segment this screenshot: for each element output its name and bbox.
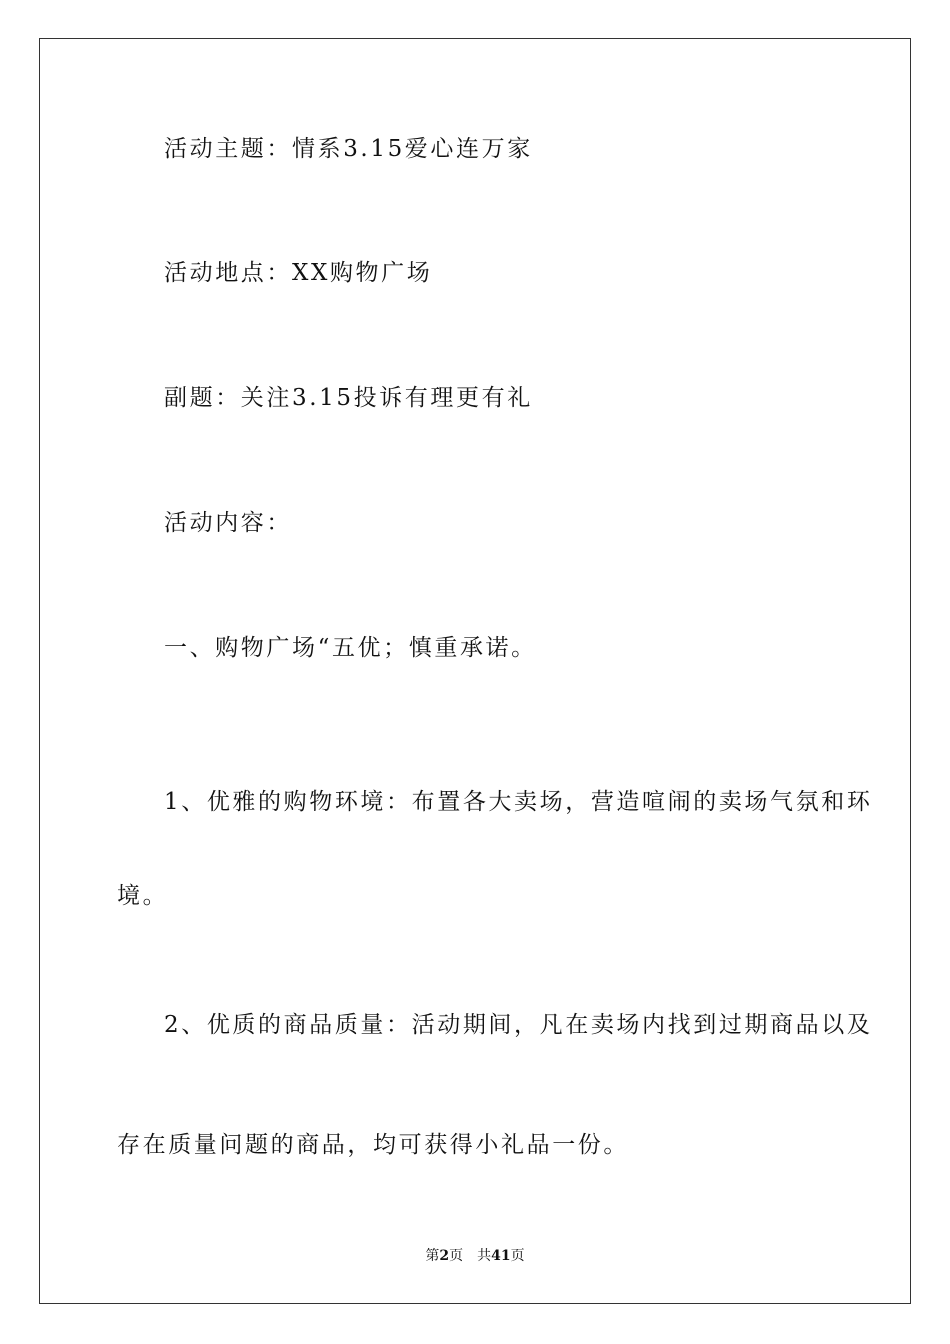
paragraph-2-line-1: 2、优质的商品质量：活动期间，凡在卖场内找到过期商品以及 <box>164 1012 873 1038</box>
footer-page-prefix: 第 <box>425 1248 440 1264</box>
activity-location-line: 活动地点：XX购物广场 <box>164 260 433 286</box>
page-footer <box>0 1247 950 1265</box>
section-heading-one: 一、购物广场“五优；慎重承诺。 <box>164 635 537 661</box>
footer-page-suffix: 页 <box>449 1248 464 1264</box>
footer-total-prefix: 共 <box>477 1248 492 1264</box>
subtitle-line: 副题：关注3.15投诉有理更有礼 <box>164 385 533 411</box>
footer-total-pages: 41 <box>491 1248 511 1264</box>
page-border <box>39 38 911 1304</box>
footer-page-number: 2 <box>439 1248 450 1264</box>
paragraph-1-line-1: 1、优雅的购物环境：布置各大卖场，营造喧闹的卖场气氛和环 <box>164 789 873 815</box>
footer-total-suffix: 页 <box>510 1248 525 1264</box>
activity-content-heading: 活动内容： <box>164 510 292 536</box>
paragraph-1-line-2: 境。 <box>117 883 169 909</box>
activity-theme-line: 活动主题：情系3.15爱心连万家 <box>164 136 533 162</box>
paragraph-2-line-2: 存在质量问题的商品，均可获得小礼品一份。 <box>117 1132 629 1158</box>
